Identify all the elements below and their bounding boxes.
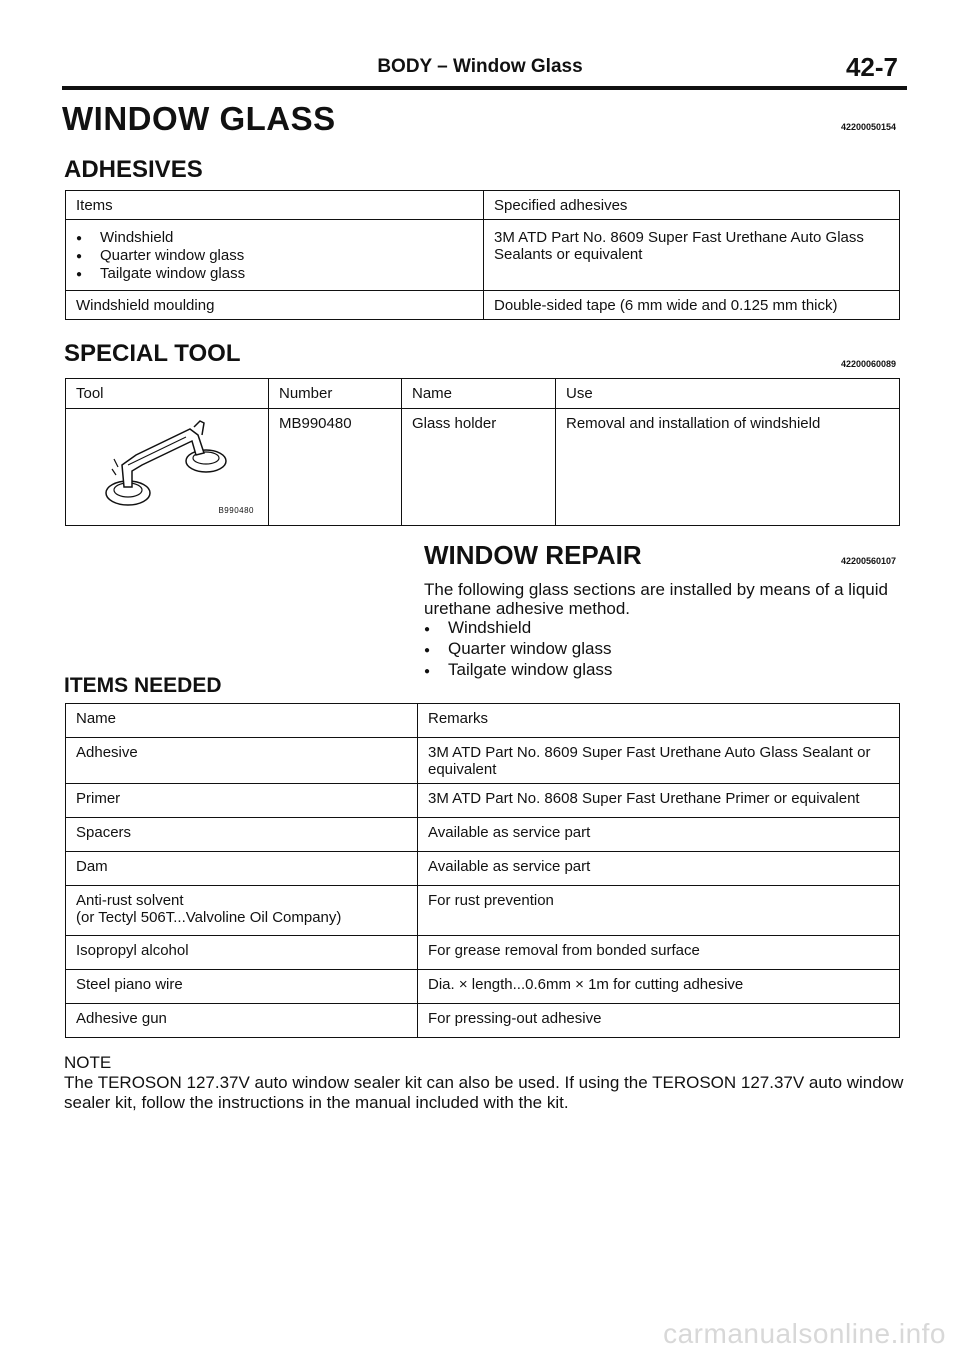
table-row <box>66 291 900 320</box>
table-row <box>66 1004 900 1038</box>
name-cell: Adhesive gun <box>66 1004 418 1038</box>
remarks-cell: For rust prevention <box>418 886 900 936</box>
list-item: ● Tailgate window glass <box>76 265 473 283</box>
remarks-cell: Available as service part <box>418 818 900 852</box>
name-cell: Spacers <box>66 818 418 852</box>
name-cell <box>66 886 418 936</box>
table-row <box>66 852 900 886</box>
remarks-cell: For grease removal from bonded surface <box>418 936 900 970</box>
table-row <box>66 936 900 970</box>
name-cell: Steel piano wire <box>66 970 418 1004</box>
items-needed-table <box>65 703 900 1038</box>
table-row <box>66 818 900 852</box>
special-tool-code: 42200060089 <box>840 359 896 369</box>
table-row <box>66 738 900 784</box>
list-item: ● Quarter window glass <box>76 247 473 265</box>
title-code: 42200050154 <box>840 122 896 132</box>
table-row <box>66 970 900 1004</box>
remarks-cell: 3M ATD Part No. 8609 Super Fast Urethane Auto Glass Sealant or equivalent <box>418 738 900 784</box>
col-name: Name <box>66 704 418 738</box>
page-number: 42-7 <box>845 52 898 82</box>
col-items: Items <box>66 191 484 220</box>
name-text: Adhesive <box>76 744 138 761</box>
special-tool-table <box>65 378 900 526</box>
items-needed-heading: ITEMS NEEDED <box>64 674 222 697</box>
name-subtext: (or Tectyl 506T...Valvoline Oil Company) <box>76 909 342 926</box>
items-cell <box>66 220 484 291</box>
remarks-cell: 3M ATD Part No. 8608 Super Fast Urethane Primer or equivalent <box>418 784 900 818</box>
note-text: The TEROSON 127.37V auto window sealer kit can also be used. If using the TEROSON 127.37V auto window sealer kit, follow the instructions in the manual included with the kit. <box>64 1073 904 1112</box>
table-row <box>66 886 900 936</box>
list-item: ● Windshield <box>424 618 904 639</box>
note-label: NOTE <box>64 1053 112 1072</box>
table-row <box>66 220 900 291</box>
remarks-cell: Dia. × length...0.6mm × 1m for cutting adhesive <box>418 970 900 1004</box>
remarks-cell: Available as service part <box>418 852 900 886</box>
name-cell: Glass holder <box>402 409 556 526</box>
adhesive-cell: 3M ATD Part No. 8609 Super Fast Urethane Auto Glass Sealants or equivalent <box>484 220 900 291</box>
adhesives-table <box>65 190 900 320</box>
list-item: ● Tailgate window glass <box>424 660 904 681</box>
number-cell: MB990480 <box>269 409 402 526</box>
adhesive-cell: Double-sided tape (6 mm wide and 0.125 mm thick) <box>484 291 900 320</box>
page-title: WINDOW GLASS <box>62 100 336 137</box>
name-cell: Dam <box>66 852 418 886</box>
watermark: carmanualsonline.info <box>663 1318 946 1349</box>
table-row <box>66 784 900 818</box>
header-rule <box>62 86 907 90</box>
adhesives-heading: ADHESIVES <box>64 156 203 183</box>
list-item: ● Windshield <box>76 229 473 247</box>
running-header: BODY – Window Glass <box>377 56 583 77</box>
col-remarks: Remarks <box>418 704 900 738</box>
window-repair-paragraph: The following glass sections are installed by means of a liquid urethane adhesive method. <box>424 580 888 618</box>
col-name: Name <box>402 379 556 409</box>
image-label: B990480 <box>218 506 254 515</box>
col-use: Use <box>556 379 900 409</box>
name-cell: Primer <box>66 784 418 818</box>
remarks-cell: For pressing-out adhesive <box>418 1004 900 1038</box>
col-tool: Tool <box>66 379 269 409</box>
list-item: ● Quarter window glass <box>424 639 904 660</box>
window-repair-heading: WINDOW REPAIR <box>424 540 642 570</box>
table-header-row <box>66 704 900 738</box>
items-cell: Windshield moulding <box>66 291 484 320</box>
tool-image-cell <box>66 409 269 526</box>
col-number: Number <box>269 379 402 409</box>
table-header-row <box>66 191 900 220</box>
note-block <box>64 1053 904 1113</box>
col-specified-adhesives: Specified adhesives <box>484 191 900 220</box>
special-tool-heading: SPECIAL TOOL <box>64 340 241 367</box>
table-header-row <box>66 379 900 409</box>
window-repair-text <box>424 580 904 681</box>
name-cell: Isopropyl alcohol <box>66 936 418 970</box>
name-cell <box>66 738 418 784</box>
table-row <box>66 409 900 526</box>
window-repair-code: 42200560107 <box>840 556 896 566</box>
name-text: Anti-rust solvent <box>76 892 184 909</box>
use-cell: Removal and installation of windshield <box>556 409 900 526</box>
